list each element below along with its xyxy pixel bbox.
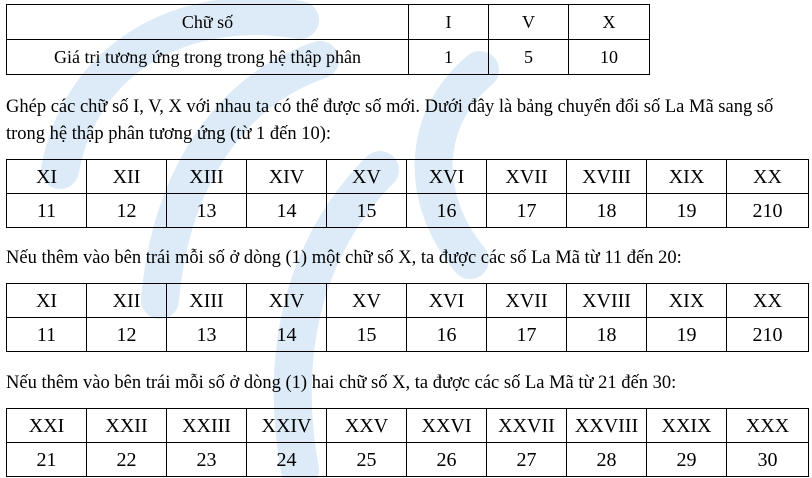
decimal-cell: 24 [247,443,327,477]
roman-cell: XXIII [167,409,247,443]
digit-cell: X [569,5,650,40]
decimal-cell: 27 [487,443,567,477]
value-cell: 10 [569,40,650,75]
decimal-cell: 15 [327,194,407,228]
roman-cell: XXVIII [567,409,647,443]
roman-cell: XVIII [567,284,647,318]
value-cell: 5 [489,40,569,75]
roman-table-3 [6,408,809,477]
decimal-cell: 18 [567,318,647,352]
roman-cell: XXX [727,409,809,443]
paragraph-add-two-x: Nếu thêm vào bên trái mỗi số ở dòng (1) hai chữ số X, ta được các số La Mã từ 21 đến 30: [6,373,677,393]
paragraph-intro: Ghép các chữ số I, V, X với nhau ta có thể được số mới. Dưới đây là bảng chuyển đổi số La Mã sang số trong hệ thập phân tương ứng (từ 1 đến 10): [6,97,774,144]
roman-cell: XII [87,160,167,194]
decimal-cell: 23 [167,443,247,477]
roman-row [7,160,809,194]
roman-cell: XXV [327,409,407,443]
roman-cell: XIII [167,160,247,194]
decimal-cell: 14 [247,318,327,352]
roman-cell: XIX [647,160,727,194]
roman-cell: XII [87,284,167,318]
roman-cell: XVIII [567,160,647,194]
roman-cell: XIV [247,160,327,194]
digit-row [7,5,650,40]
value-row-label: Giá trị tương ứng trong trong hệ thập phân [7,40,409,75]
digit-row-label: Chữ số [7,5,409,40]
decimal-row [7,443,809,477]
decimal-cell: 29 [647,443,727,477]
roman-cell: XXII [87,409,167,443]
roman-cell: XVI [407,160,487,194]
decimal-cell: 17 [487,194,567,228]
roman-cell: XXIV [247,409,327,443]
roman-cell: XV [327,284,407,318]
roman-cell: XI [7,284,87,318]
decimal-cell: 21 [7,443,87,477]
roman-cell: XIV [247,284,327,318]
decimal-cell: 11 [7,194,87,228]
roman-cell: XIX [647,284,727,318]
decimal-cell: 17 [487,318,567,352]
decimal-cell: 13 [167,194,247,228]
roman-cell: XI [7,160,87,194]
roman-cell: XVI [407,284,487,318]
digit-value-table [6,4,650,75]
decimal-cell: 11 [7,318,87,352]
decimal-row [7,194,809,228]
roman-row [7,409,809,443]
value-cell: 1 [409,40,489,75]
decimal-cell: 30 [727,443,809,477]
decimal-cell: 19 [647,318,727,352]
decimal-cell: 12 [87,194,167,228]
decimal-cell: 22 [87,443,167,477]
decimal-cell: 14 [247,194,327,228]
decimal-cell: 19 [647,194,727,228]
roman-cell: XXVII [487,409,567,443]
roman-cell: XVII [487,284,567,318]
decimal-row [7,318,809,352]
roman-table-1 [6,159,809,228]
decimal-cell: 16 [407,194,487,228]
decimal-cell: 210 [727,194,809,228]
roman-cell: XVII [487,160,567,194]
roman-row [7,284,809,318]
decimal-cell: 18 [567,194,647,228]
value-row [7,40,650,75]
decimal-cell: 210 [727,318,809,352]
roman-cell: XXI [7,409,87,443]
roman-table-2 [6,283,809,352]
digit-cell: I [409,5,489,40]
roman-cell: XX [727,284,809,318]
decimal-cell: 12 [87,318,167,352]
decimal-cell: 13 [167,318,247,352]
decimal-cell: 16 [407,318,487,352]
digit-cell: V [489,5,569,40]
decimal-cell: 28 [567,443,647,477]
paragraph-add-one-x: Nếu thêm vào bên trái mỗi số ở dòng (1) một chữ số X, ta được các số La Mã từ 11 đến 20: [6,248,682,268]
decimal-cell: 25 [327,443,407,477]
decimal-cell: 15 [327,318,407,352]
roman-cell: XX [727,160,809,194]
roman-cell: XV [327,160,407,194]
roman-cell: XXIX [647,409,727,443]
decimal-cell: 26 [407,443,487,477]
roman-cell: XXVI [407,409,487,443]
roman-cell: XIII [167,284,247,318]
